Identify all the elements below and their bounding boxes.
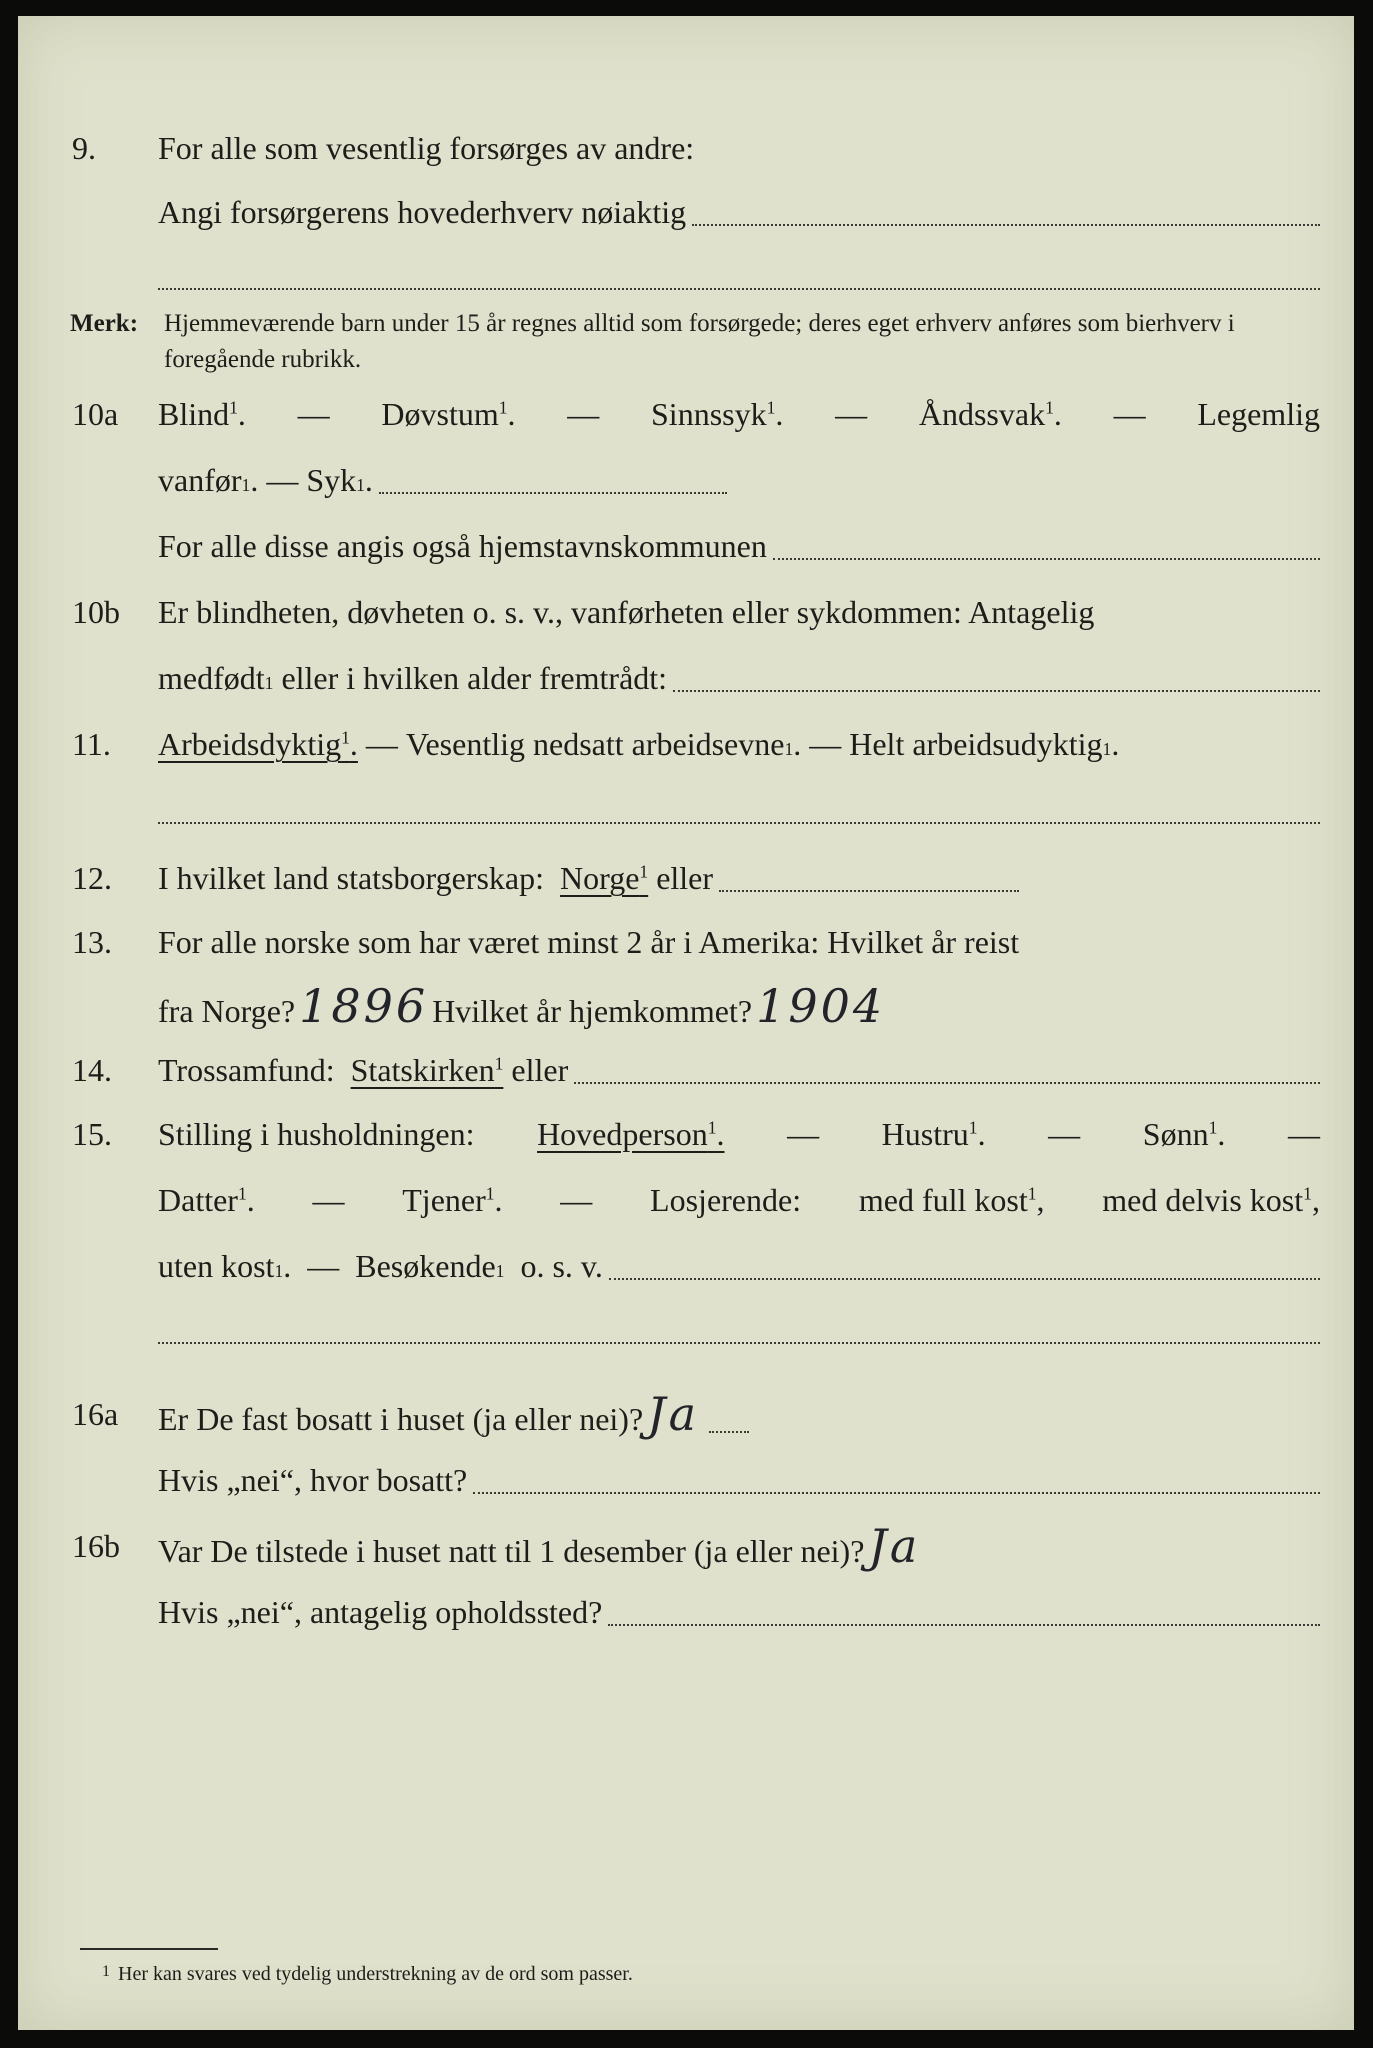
question-16a-line-2 [18, 1454, 1354, 1506]
question-15-line-2: Datter$^1$. — Tjener$^1$. — Losjerende: med full kost$^1$, med delvis kost$^1$, [18, 1174, 1354, 1226]
question-16a [18, 1388, 1354, 1440]
option-statskirken-underlined: Statskirken$^1$ [350, 1052, 504, 1088]
answer-line [773, 557, 1320, 560]
question-number: 10b [72, 594, 120, 630]
question-16b [18, 1520, 1354, 1572]
answer-line [609, 1277, 1320, 1280]
question-number: 16b [72, 1528, 120, 1564]
answer-line [158, 822, 1320, 824]
footnote-rule [80, 1948, 218, 1950]
question-10a-line-2: vanfør 1 . — Syk 1 . [18, 454, 1354, 506]
option-hovedperson-underlined: Hovedperson$^1$. [537, 1116, 725, 1152]
eller-text: eller [656, 860, 714, 896]
question-12 [18, 852, 1354, 904]
question-text: Er De fast bosatt i huset (ja eller nei)? [158, 1401, 644, 1437]
handwritten-answer-year-emigrated: 1896 [299, 979, 429, 1033]
option-uten-kost: uten kost [158, 1248, 275, 1284]
question-text: For alle disse angis også hjemstavnskommunen [158, 528, 767, 564]
question-text: Stilling i husholdningen: [158, 1116, 475, 1152]
question-10a-line-3 [18, 520, 1354, 572]
footnote-mark: 1 [102, 1963, 110, 1980]
handwritten-answer-year-returned: 1904 [756, 979, 886, 1033]
question-number: 14. [72, 1052, 112, 1088]
question-number: 13. [72, 924, 112, 960]
option-sinnssyk: Sinnssyk [651, 396, 767, 432]
option-andssvak: Åndssvak [918, 396, 1046, 432]
question-text: Hvis „nei“, antagelig opholdssted? [158, 1594, 603, 1630]
question-14 [18, 1044, 1354, 1096]
answer-line [692, 223, 1320, 226]
option-legemlig: Legemlig [1197, 396, 1320, 432]
option-losjerende: Losjerende: [650, 1182, 802, 1218]
eller-text: eller [511, 1052, 569, 1088]
option-norge-underlined: Norge$^1$ [560, 860, 649, 896]
question-text: Var De tilstede i huset natt til 1 desember (ja eller nei)? [158, 1533, 865, 1569]
option-besokende: Besøkende [355, 1248, 496, 1284]
question-text: I hvilket land statsborgerskap: [158, 860, 544, 896]
question-16b-line-2 [18, 1586, 1354, 1638]
answer-line [379, 491, 727, 494]
handwritten-answer-bosatt: Ja [647, 1387, 700, 1441]
question-number: 10a [72, 396, 119, 432]
note-label: Merk: [70, 310, 139, 337]
question-15-line-3: uten kost 1 . — Besøkende 1 o. s. v. [18, 1240, 1354, 1292]
question-number: 9. [72, 130, 96, 166]
option-delvis-kost: med delvis kost [1102, 1182, 1304, 1218]
answer-line [673, 689, 1320, 692]
option-hustru: Hustru [881, 1116, 969, 1152]
note-text: Hjemmeværende barn under 15 år regnes alltid som forsørgede; deres eget erhverv anføres som bierhverv i foregående rubrikk. [164, 310, 1235, 373]
option-arbeidsdyktig-underlined: Arbeidsdyktig$^1$. [158, 726, 358, 762]
question-10b-line-2: medfødt 1 eller i hvilken alder fremtrådt: [18, 652, 1354, 704]
option-syk: Syk [306, 462, 357, 498]
question-10b [18, 586, 1354, 638]
question-text: For alle som vesentlig forsørges av andre: [158, 130, 695, 166]
option-osv: o. s. v. [520, 1248, 603, 1284]
answer-line [709, 1430, 749, 1433]
question-13 [18, 916, 1354, 968]
question-9 [18, 122, 1354, 174]
question-text: Trossamfund: [158, 1052, 335, 1088]
answer-line [574, 1081, 1320, 1084]
census-form-page [18, 16, 1354, 2030]
option-tjener: Tjener [402, 1182, 486, 1218]
answer-line [608, 1623, 1320, 1626]
question-9-line-2 [18, 186, 1354, 238]
option-full-kost: med full kost [858, 1182, 1028, 1218]
question-text: Hvis „nei“, hvor bosatt? [158, 1462, 468, 1498]
question-number: 12. [72, 860, 112, 896]
question-text: Angi forsørgerens hovederhverv nøiaktig [158, 194, 687, 230]
option-vanfor: vanfør [158, 462, 242, 498]
option-dovstum: Døvstum [381, 396, 499, 432]
question-15: 15. Stilling i husholdningen: Hovedperson$^1$. — Hustru$^1$. — Sønn$^1$. — [18, 1108, 1354, 1160]
option-datter: Datter [158, 1182, 238, 1218]
footnote-text: Her kan svares ved tydelig understrekning av de ord som passer. [118, 1963, 633, 1985]
question-text: Er blindheten, døvheten o. s. v., vanførheten eller sykdommen: Antagelig [158, 594, 1095, 630]
question-11: 11. Arbeidsdyktig$^1$. — Vesentlig nedsatt arbeidsevne 1 . — Helt arbeidsudyktig 1 . [18, 718, 1354, 770]
question-10a: 10a Blind$^1$. — Døvstum$^1$. — Sinnssyk$^1$. — Åndssvak$^1$. — Legemlig [18, 388, 1354, 440]
question-text: eller i hvilken alder fremtrådt: [281, 660, 668, 696]
question-number: 16a [72, 1396, 119, 1432]
answer-line [473, 1491, 1320, 1494]
question-number: 15. [72, 1116, 112, 1152]
question-text: For alle norske som har været minst 2 år i Amerika: Hvilket år reist [158, 924, 1020, 960]
question-number: 11. [72, 726, 111, 762]
footnote [102, 1960, 633, 1988]
option-vesentlig-nedsatt: Vesentlig nedsatt arbeidsevne [405, 726, 785, 762]
handwritten-answer-tilstede: Ja [868, 1519, 921, 1573]
question-text: fra Norge? [158, 993, 296, 1029]
question-text: Hvilket år hjemkommet? [432, 993, 753, 1029]
option-sonn: Sønn [1142, 1116, 1209, 1152]
question-13-line-2 [18, 980, 1354, 1032]
option-blind: Blind [158, 396, 230, 432]
option-helt-arbeidsudyktig: Helt arbeidsudyktig [849, 726, 1103, 762]
option-medfodt: medfødt [158, 660, 265, 696]
answer-line [158, 288, 1320, 290]
answer-line [158, 1342, 1320, 1344]
answer-line [719, 889, 1019, 892]
